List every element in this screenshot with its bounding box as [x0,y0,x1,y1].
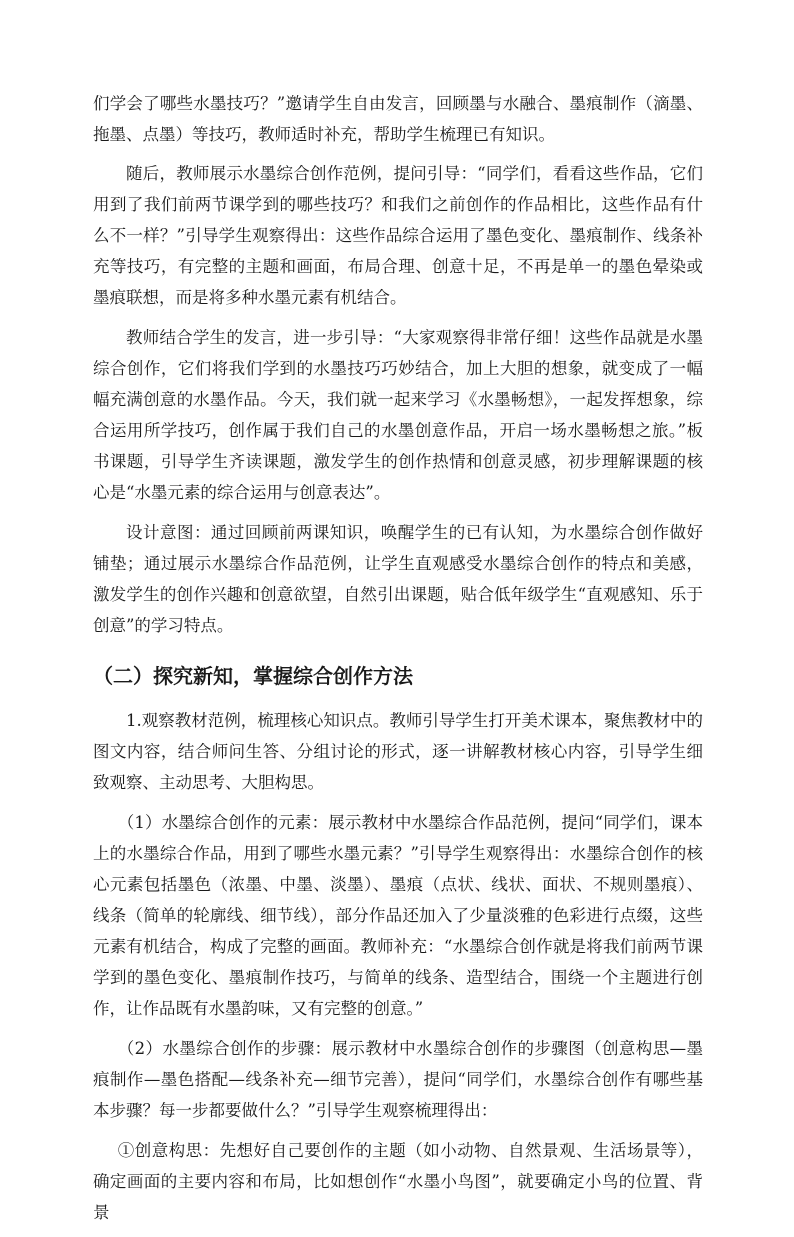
paragraph-review-techniques: 们学会了哪些水墨技巧？”邀请学生自由发言，回顾墨与水融合、墨痕制作（滴墨、拖墨、点墨）等技巧，教师适时补充，帮助学生梳理已有知识。 [93,94,703,144]
section-heading: （二）探究新知，掌握综合创作方法 [93,664,413,688]
paragraph-observe-textbook: 1.观察教材范例，梳理核心知识点。教师引导学生打开美术课本，聚焦教材中的图文内容，结合师问生答、分组讨论的形式，逐一讲解教材核心内容，引导学生细致观察、主动思考、大胆构思。 [93,711,703,792]
paragraph-creation-steps: （2）水墨综合创作的步骤：展示教材中水墨综合创作的步骤图（创意构思—墨痕制作—墨色搭配—线条补充—细节完善），提问“同学们，水墨综合创作有哪些基本步骤？每一步都要做什么？”引导学生观察梳理得出： [93,1039,703,1120]
paragraph-creation-elements: （1）水墨综合创作的元素：展示教材中水墨综合作品范例，提问“同学们，课本上的水墨综合作品，用到了哪些水墨元素？”引导学生观察得出：水墨综合创作的核心元素包括墨色（浓墨、中墨、淡墨）、墨痕（点状、线状、面状、不规则墨痕）、线条（简单的轮廓线、细节线），部分作品还加入了少量淡雅的色彩进行点缀，这些元素有机结合，构成了完整的画面。教师补充：“水墨综合创作就是将我们前两节课学到的墨色变化、墨痕制作技巧，与简单的线条、造型结合，围绕一个主题进行创作，让作品既有水墨韵味，又有完整的创意。” [93,813,703,1018]
paragraph-step-idea: ①创意构思：先想好自己要创作的主题（如小动物、自然景观、生活场景等），确定画面的主要内容和布局，比如想创作“水墨小鸟图”，就要确定小鸟的位置、背景 [93,1141,703,1222]
paragraph-design-intent: 设计意图：通过回顾前两课知识，唤醒学生的已有认知，为水墨综合创作做好铺垫；通过展示水墨综合作品范例，让学生直观感受水墨综合创作的特点和美感，激发学生的创作兴趣和创意欲望，自然引出课题，贴合低年级学生“直观感知、乐于创意”的学习特点。 [93,523,703,635]
document-body [93,88,703,1237]
paragraph-introduce-topic: 教师结合学生的发言，进一步引导：“大家观察得非常仔细！这些作品就是水墨综合创作，它们将我们学到的水墨技巧巧妙结合，加上大胆的想象，就变成了一幅幅充满创意的水墨作品。今天，我们就一起来学习《水墨畅想》，一起发挥想象，综合运用所学技巧，创作属于我们自己的水墨创意作品，开启一场水墨畅想之旅。”板书课题，引导学生齐读课题，激发学生的创作热情和创意灵感，初步理解课题的核心是“水墨元素的综合运用与创意表达”。 [93,328,703,502]
paragraph-show-examples: 随后，教师展示水墨综合创作范例，提问引导：“同学们，看看这些作品，它们用到了我们前两节课学到的哪些技巧？和我们之前创作的作品相比，这些作品有什么不一样？”引导学生观察得出：这些作品综合运用了墨色变化、墨痕制作、线条补充等技巧，有完整的主题和画面，布局合理、创意十足，不再是单一的墨色晕染或墨痕联想，而是将多种水墨元素有机结合。 [93,164,703,307]
